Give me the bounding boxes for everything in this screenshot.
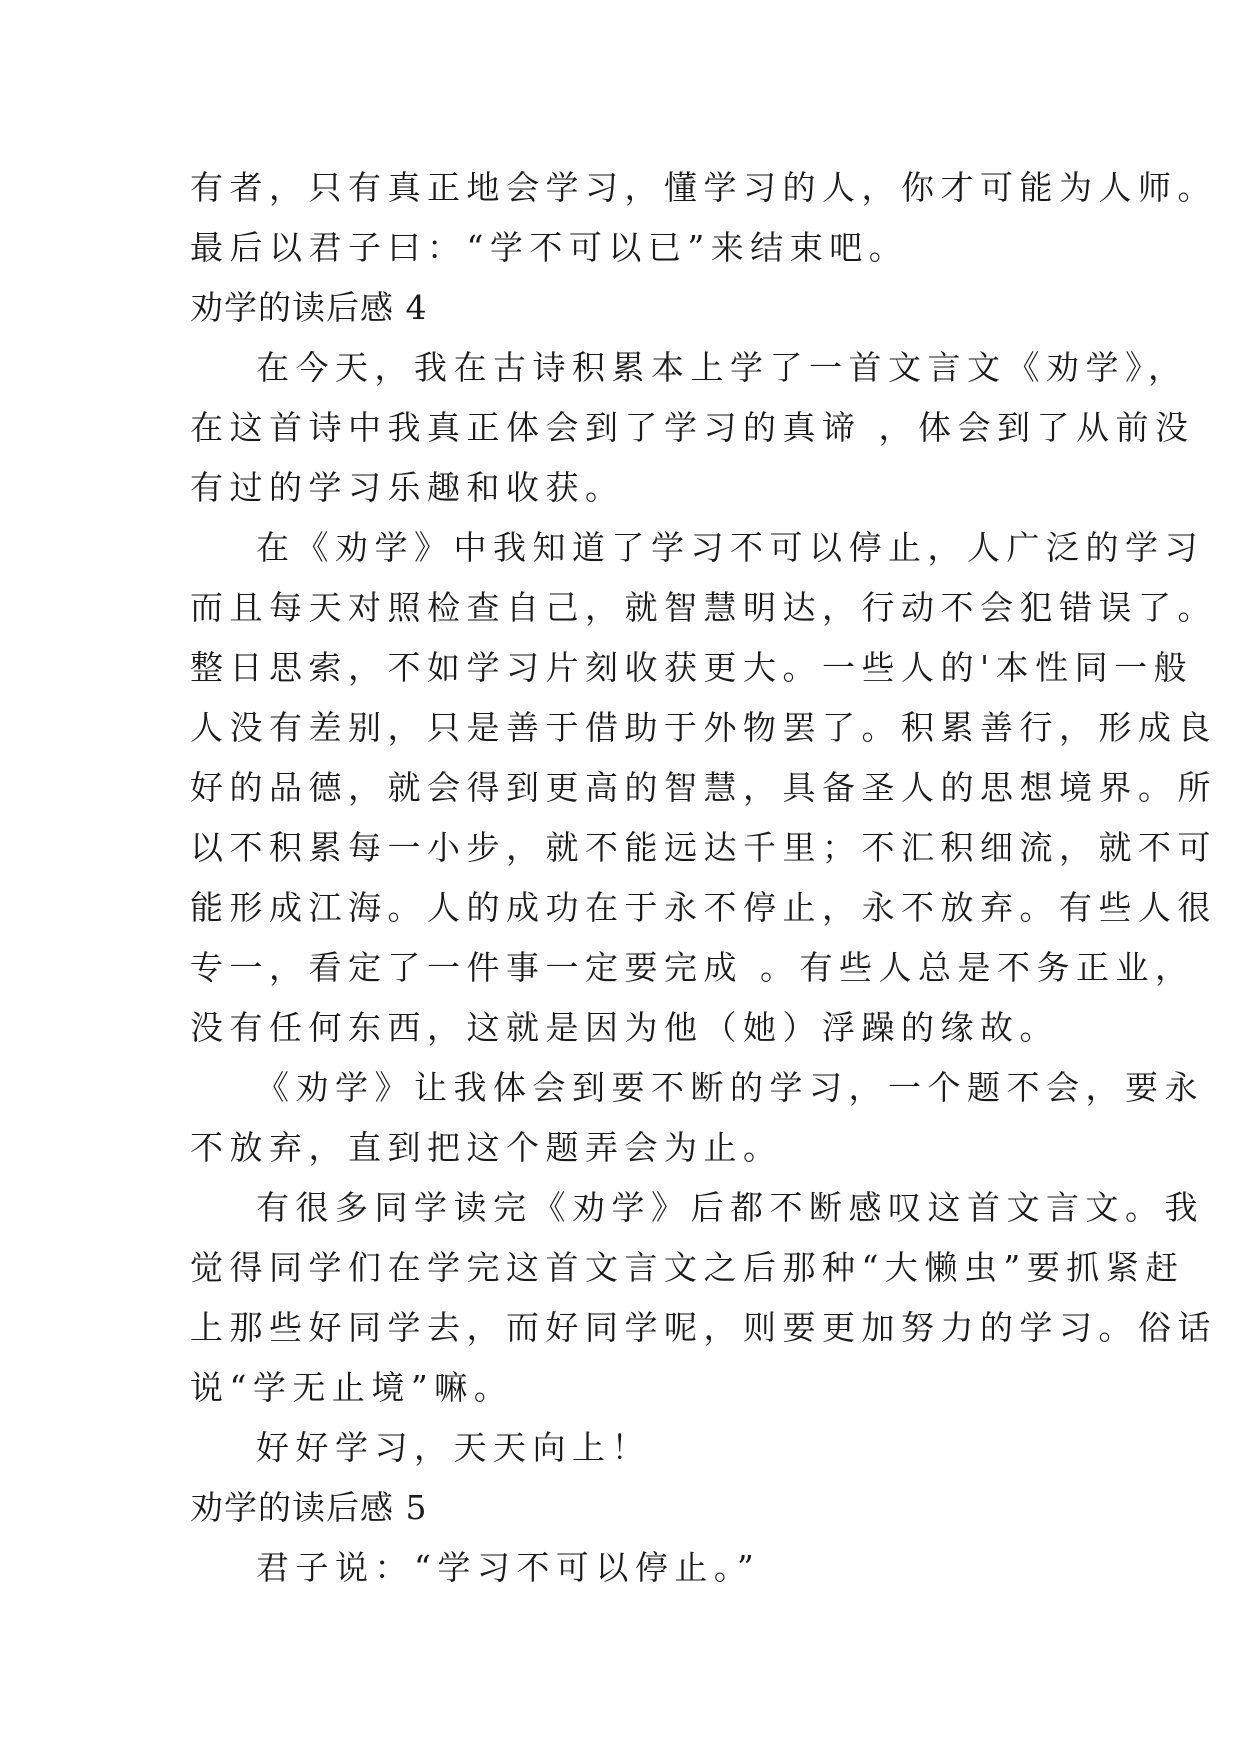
paragraph-line: 好的品德，就会得到更高的智慧，具备圣人的思想境界。所: [190, 768, 1217, 807]
paragraph-line: 《劝学》让我体会到要不断的学习，一个题不会，要永: [256, 1068, 1204, 1107]
paragraph-line: 有很多同学读完《劝学》后都不断感叹这首文言文。我: [256, 1188, 1204, 1227]
paragraph-line: 不放弃，直到把这个题弄会为止。: [190, 1128, 783, 1167]
paragraph-line: 能形成江海。人的成功在于永不停止，永不放弃。有些人很: [190, 888, 1217, 927]
paragraph-line: 君子说：“学习不可以停止。”: [256, 1548, 761, 1587]
paragraph-line: 有过的学习乐趣和收获。: [190, 468, 625, 507]
paragraph-line: 好好学习，天天向上！: [256, 1428, 651, 1467]
paragraph-line: 在这首诗中我真正体会到了学习的真谛 ，体会到了从前没: [190, 408, 1195, 447]
paragraph-line: 在今天，我在古诗积累本上学了一首文言文《劝学》，: [256, 348, 1188, 387]
paragraph-line: 专一，看定了一件事一定要完成 。有些人总是不务正业，: [190, 948, 1195, 987]
paragraph-line: 在《劝学》中我知道了学习不可以停止，人广泛的学习: [256, 528, 1204, 567]
paragraph-line: 觉得同学们在学完这首文言文之后那种“大懒虫”要抓紧赶: [190, 1248, 1185, 1287]
paragraph-line: 有者，只有真正地会学习，懂学习的人，你才可能为人师。: [190, 168, 1217, 207]
paragraph-line: 没有任何东西，这就是因为他（她）浮躁的缘故。: [190, 1008, 1059, 1047]
section-heading: 劝学的读后感 5: [190, 1488, 428, 1527]
paragraph-line: 整日思索，不如学习片刻收获更大。一些人的'本性同一般: [190, 648, 1194, 687]
paragraph-line: 上那些好同学去，而好同学呢，则要更加努力的学习。俗话: [190, 1308, 1217, 1347]
paragraph-line: 最后以君子曰：“学不可以已”来结束吧。: [190, 228, 909, 267]
section-heading: 劝学的读后感 4: [190, 288, 428, 327]
paragraph-line: 而且每天对照检查自己，就智慧明达，行动不会犯错误了。: [190, 588, 1217, 627]
paragraph-line: 说“学无止境”嘛。: [190, 1368, 514, 1407]
paragraph-line: 人没有差别，只是善于借助于外物罢了。积累善行，形成良: [190, 708, 1217, 747]
paragraph-line: 以不积累每一小步，就不能远达千里；不汇积细流，就不可: [190, 828, 1217, 867]
